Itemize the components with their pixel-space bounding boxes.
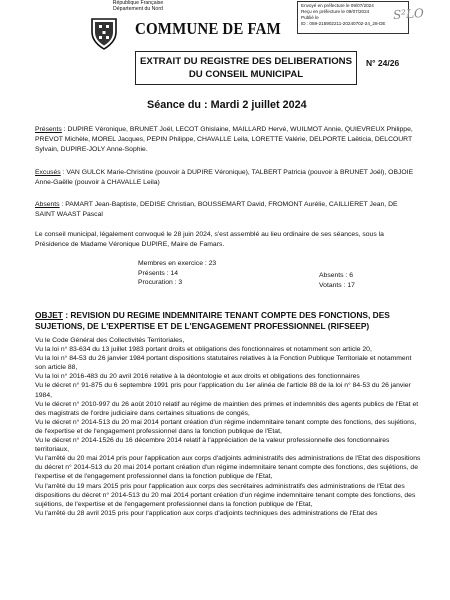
- commune-title: COMMUNE DE FAM: [135, 19, 281, 38]
- absents-paragraph: [35, 200, 419, 220]
- absents-label: Absents: [35, 201, 60, 208]
- presents-text: : DUPIRE Véronique, BRUNET Joël, LECOT Ghislaine, MAILLARD Hervé, WUILMOT Annie, QUIEVREUX Philippe, PREVOT Michèle, MOREL Jacques, PEPIN Philippe, CHAVALLE Leila, LORETTE Valérie, DELPORTE Laëticia, DELCOURT Sylvain, DUPIRE-JOLY Anne-Sophie.: [35, 126, 413, 153]
- presents-count: Présents : 14: [138, 269, 179, 277]
- visa-line: Vu l'arrêté du 28 avril 2015 pris pour l'application aux corps d'adjoints techniques des administrations de l'Etat des: [35, 509, 378, 517]
- stamp-line: ID : 059-215902211-20240702-24_28-DE: [301, 21, 386, 26]
- visa-line: Vu la loi n° 2016-483 du 20 avril 2016 relative à la déontologie et aux droits et obligations des fonctionnaires: [35, 373, 360, 381]
- presents-paragraph: [35, 125, 419, 155]
- visa-line: Vu le décret n° 91-875 du 6 septembre 1991 pris pour l'application du 1er alinéa de l'article 88 de la loi n° 84-53 du 26 janvier 1984,: [35, 382, 411, 399]
- convocation-paragraph: Le conseil municipal, légalement convoqué le 28 juin 2024, s'est assemblé au lieu ordinaire de ses séances, sous la Présidence de Madame Véronique DUPIRE, Maire de Famars.: [35, 231, 384, 248]
- extract-title-line1: EXTRAIT DU REGISTRE DES DELIBERATIONS: [140, 56, 352, 67]
- visa-line: Vu l'arrêté du 19 mars 2015 pris pour l'application aux corps des secrétaires administratifs des administrations de l'Etat des dispositions du décret n° 2014-513 du 20 mai 2014 portant création d'un régime indemnitaire tenant compte des fonctions, des sujétions, de l'expertise et de l'engagement professionnel dans la fonction publique de l'Etat,: [35, 482, 416, 508]
- visa-line: Vu l'arrêté du 20 mai 2014 pris pour l'application aux corps d'adjoints administratifs des administrations de l'Etat des dispositions du décret n° 2014-513 du 20 mai 2014 portant création d'un régime indemnitaire tenant compte des fonctions, des sujétions, de l'expertise et de l'engagement professionnel dans la fonction publique de l'Etat,: [35, 455, 421, 481]
- presents-label: Présents: [35, 126, 62, 133]
- excuses-text: : VAN GULCK Marie-Christine (pouvoir à DUPIRE Véronique), TALBERT Patricia (pouvoir à BRUNET Joël), OBJOIE Anne-Gaëlle (pouvoir à CHAVALLE Leila): [35, 169, 414, 186]
- prefecture-stamp: [297, 1, 409, 34]
- excuses-paragraph: [35, 168, 419, 188]
- members-stats: [138, 259, 216, 288]
- republic-header: [108, 0, 168, 12]
- visa-line: Vu le Code Général des Collectivités Territoriales,: [35, 337, 185, 344]
- absents-count: Absents : 6: [319, 272, 354, 279]
- objet-label: OBJET: [35, 310, 63, 320]
- vote-stats: [319, 271, 355, 290]
- stamp-line: Envoyé en préfecture le 09/07/2024: [301, 3, 374, 8]
- visas-list: [35, 336, 421, 518]
- objet-heading: [35, 310, 419, 331]
- visa-line: Vu le décret n° 2014-1526 du 16 décembre 2014 relatif à l'appréciation de la valeur professionnelle des fonctionnaires territoriaux,: [35, 437, 390, 454]
- extract-title-line2: DU CONSEIL MUNICIPAL: [188, 69, 304, 80]
- visa-line: Vu le décret n° 2014-513 du 20 mai 2014 portant création d'un régime indemnitaire tenant compte des fonctions, des sujétions, de l'expertise et de l'engagement professionnel dans la fonction publique de l'Etat,: [35, 418, 417, 435]
- stamp-line: Publié le: [301, 15, 319, 20]
- deliberation-number: N° 24/26: [366, 58, 400, 68]
- absents-text: : PAMART Jean-Baptiste, DEDISE Christian, BOUSSEMART David, FROMONT Aurélie, CAILLIERET Jean, DE SAINT WAAST Pascal: [35, 201, 398, 218]
- excuses-label: Excusés: [35, 169, 61, 176]
- stamp-line: Reçu en préfecture le 09/07/2024: [301, 9, 370, 14]
- visa-line: Vu la loi n° 83-634 du 13 juillet 1983 portant droits et obligations des fonctionnaires et notamment son article 20,: [35, 346, 372, 354]
- procuration-count: Procuration : 3: [138, 279, 183, 286]
- stamp-signature: S²LO: [392, 5, 425, 23]
- membres-count: Membres en exercice : 23: [138, 260, 217, 267]
- objet-text: : REVISION DU REGIME INDEMNITAIRE TENANT COMPTE DES FONCTIONS, DES SUJETIONS, DE L'EXPERTISE ET DE L'ENGAGEMENT PROFESSIONNEL (RIFSEEP): [35, 310, 390, 331]
- visa-line: Vu le décret n° 2010-997 du 26 août 2010 relatif au régime de maintien des primes et indemnités des agents publics de l'Etat et des magistrats de l'ordre judiciaire dans certaines situations de congés,: [35, 400, 419, 417]
- session-date: Séance du : Mardi 2 juillet 2024: [147, 99, 307, 111]
- republique-text: République Française: [112, 0, 164, 6]
- departement-text: Département du Nord: [113, 6, 163, 12]
- coat-of-arms-icon: [90, 16, 118, 50]
- extract-title-box: [135, 51, 357, 85]
- visa-line: Vu la loi n° 84-53 du 26 janvier 1984 portant dispositions statutaires relatives à la Fonction Publique Territoriale et notamment son article 88,: [35, 355, 412, 372]
- votants-count: Votants : 17: [319, 281, 355, 289]
